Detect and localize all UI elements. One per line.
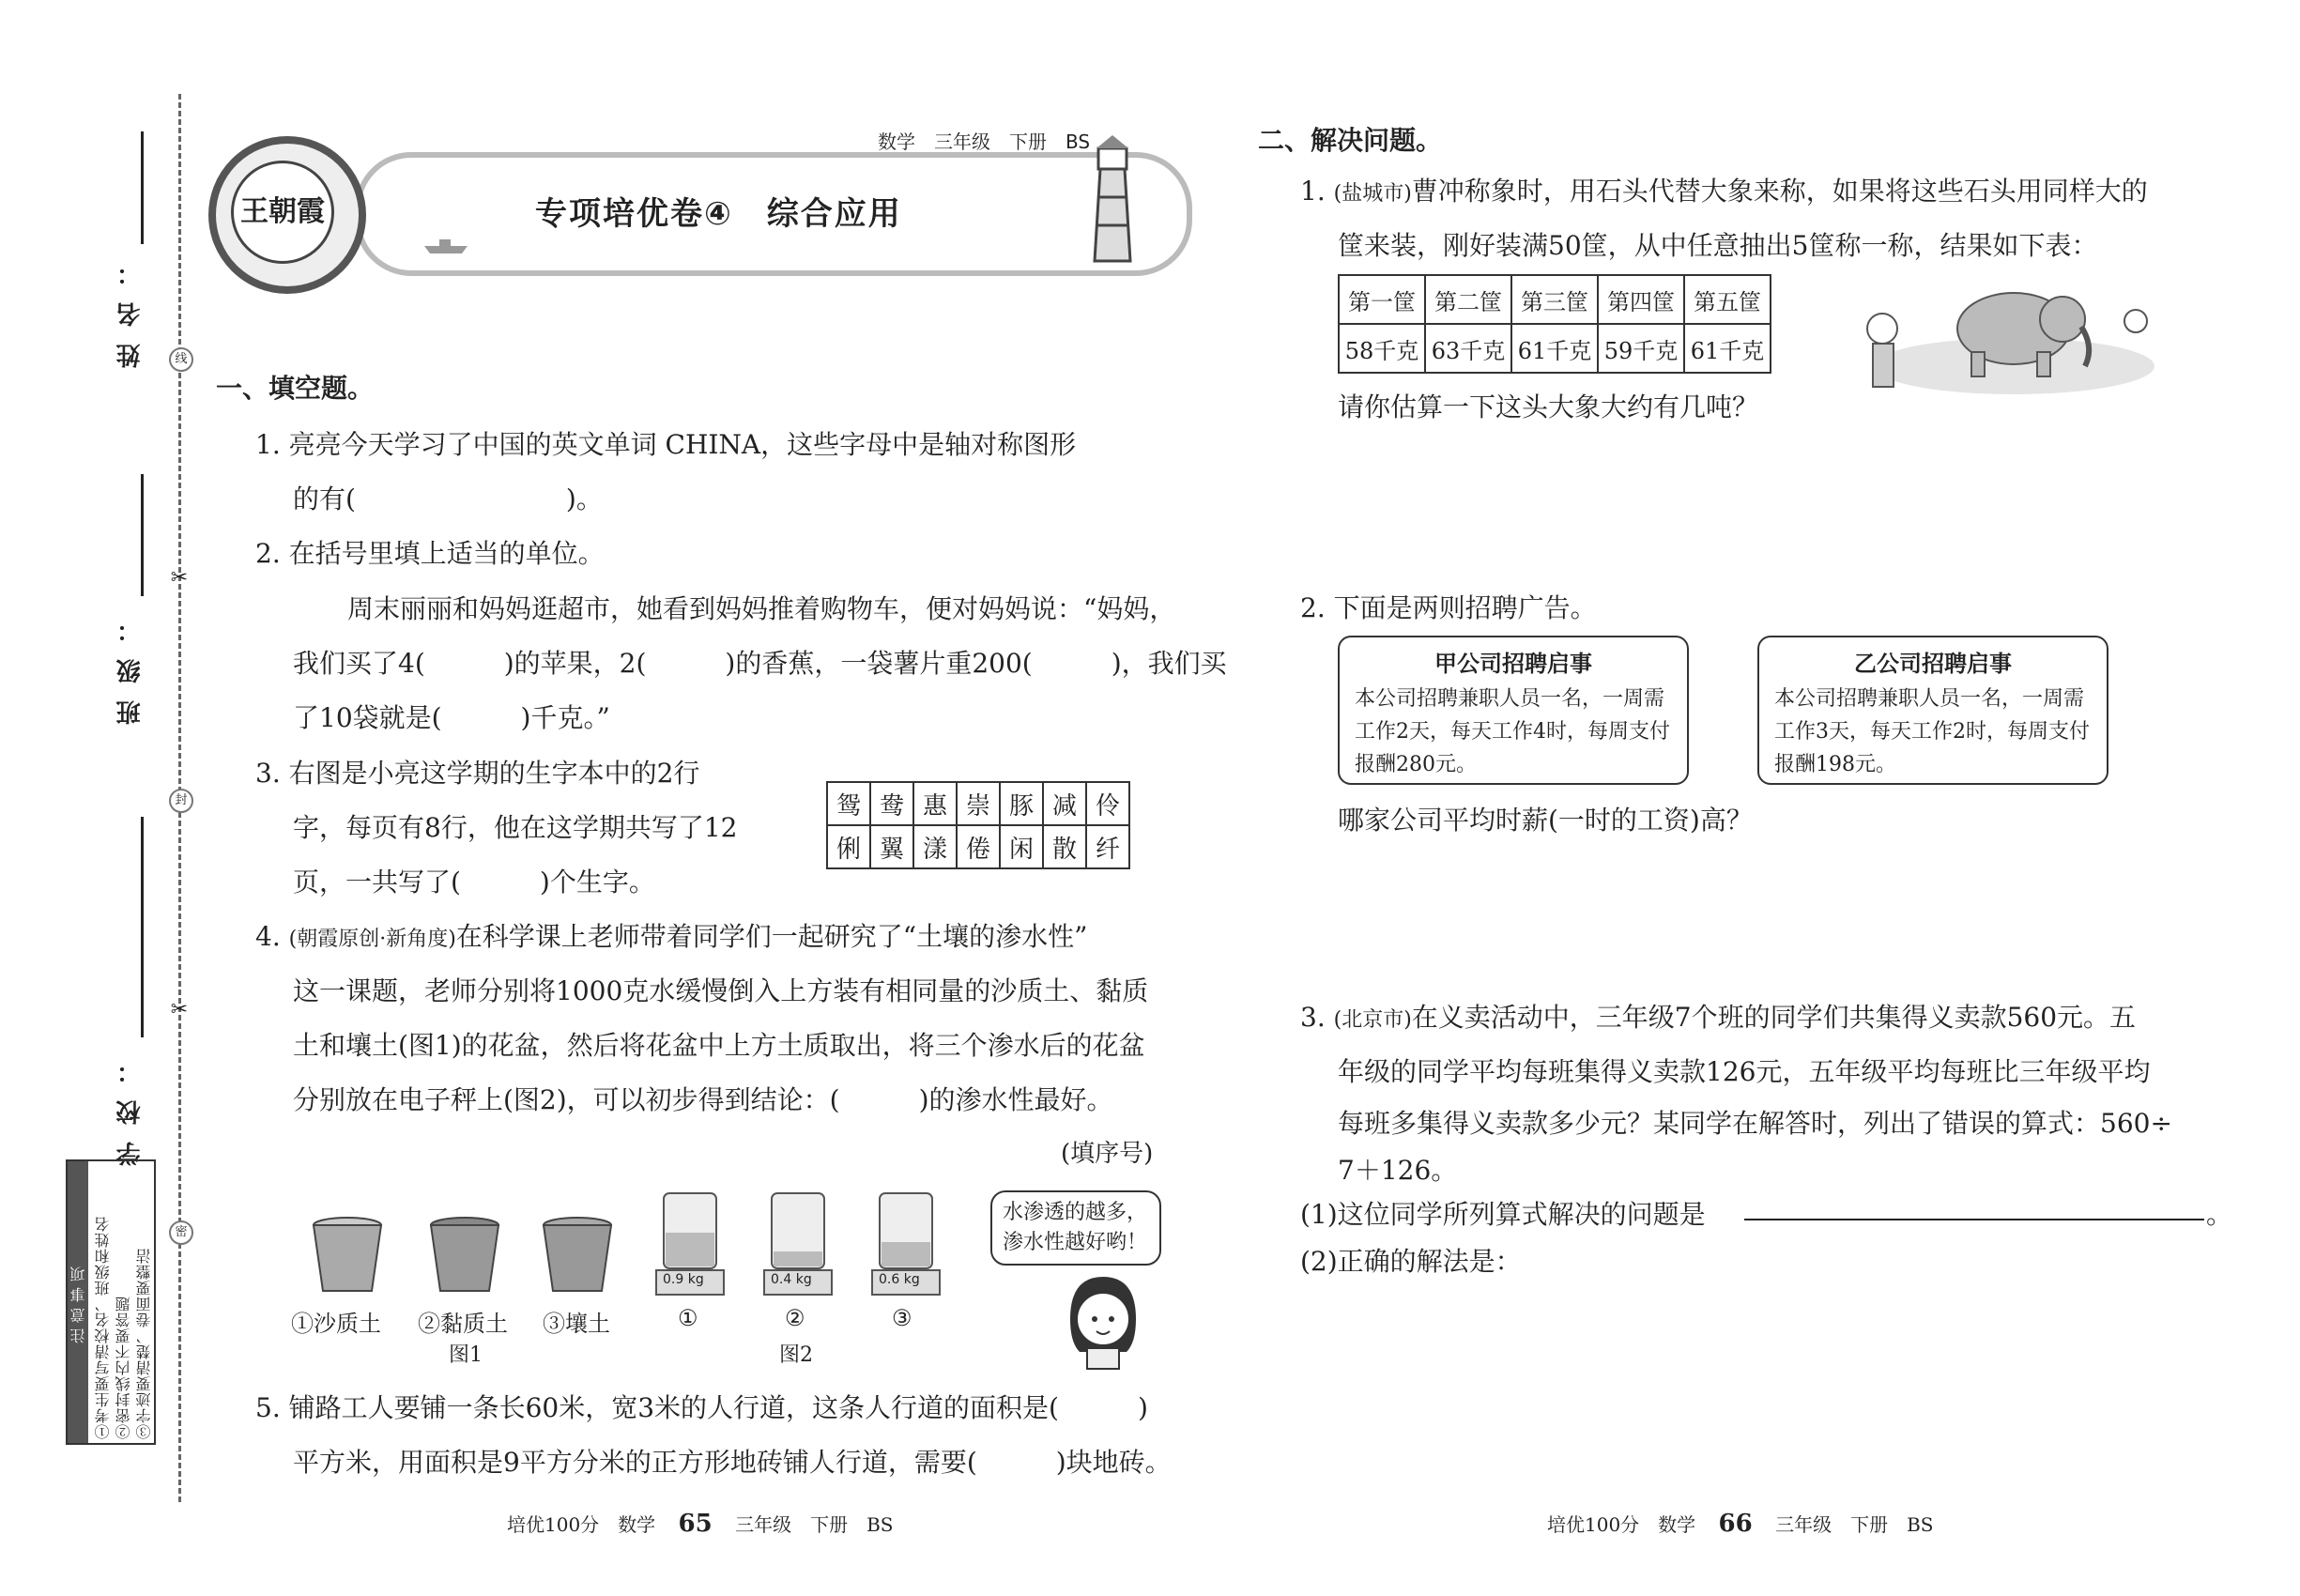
notice-item-1: ①考生要写清校名、班级和姓名 — [94, 1216, 112, 1439]
seal-mark-2: ✂ — [170, 566, 189, 590]
footer-right — [1547, 1510, 1934, 1538]
part1-title: 一、填空题。 — [216, 373, 375, 404]
q2-line2: 周末丽丽和妈妈逛超市，她看到妈妈推着购物车，便对妈妈说：“妈妈， — [347, 593, 1176, 624]
q4-line2: 这一课题，老师分别将1000克水缓慢倒入上方装有相同量的沙质土、黏质 — [293, 975, 1149, 1006]
ship-icon — [422, 237, 469, 255]
table-cell: 59千克 — [1598, 324, 1684, 373]
q4-line4: 分别放在电子秤上(图2)，可以初步得到结论：( )的渗水性最好。 — [293, 1084, 1113, 1115]
char-cell: 鸯 — [870, 782, 913, 825]
p2-q1-number: 1. — [1300, 176, 1334, 207]
class-label: 班级： — [116, 601, 145, 725]
pot-sandy-icon — [314, 1218, 381, 1291]
fig1-caption: 图1 — [449, 1343, 483, 1367]
char-cell: 豚 — [1000, 782, 1043, 825]
brand-logo — [208, 136, 366, 294]
table-header: 第五筐 — [1684, 275, 1771, 324]
seal-mark-4: ✂ — [170, 998, 189, 1021]
name-field[interactable] — [141, 131, 144, 244]
page-title: 专项培优卷④ 综合应用 — [535, 195, 902, 233]
fig2-label-2: ② — [785, 1305, 805, 1331]
fig1-label-2: ②黏质土 — [418, 1311, 508, 1337]
q3-line1: 3. 右图是小亮这学期的生字本中的2行 — [255, 758, 700, 789]
page-number-left: 65 — [678, 1510, 713, 1538]
ad-b-body: 本公司招聘兼职人员一名，一周需工作3天，每天工作2时，每周支付报酬198元。 — [1774, 687, 2090, 776]
table-header: 第一筐 — [1339, 275, 1425, 324]
q4-line3: 土和壤土(图1)的花盆，然后将花盆中上方土质取出，将三个渗水后的花盆 — [293, 1030, 1145, 1061]
header-subject-line: 数学 三年级 下册 BS — [878, 130, 1091, 153]
footer-left — [507, 1510, 894, 1538]
q3-line3: 页，一共写了( )个生字。 — [293, 867, 655, 898]
p2-q1-text: 曹冲称象时，用石头代替大象来称，如果将这些石头用同样大的 — [1411, 176, 2148, 207]
table-cell: 61千克 — [1684, 324, 1771, 373]
char-cell: 闲 — [1000, 825, 1043, 868]
notice-box — [66, 1159, 156, 1445]
q4-text: 在科学课上老师带着同学们一起研究了“土壤的渗水性” — [455, 921, 1088, 952]
seal-mark-1: 线 — [169, 347, 193, 372]
ad-a-title: 甲公司招聘启事 — [1434, 651, 1592, 677]
char-cell: 鸳 — [827, 782, 870, 825]
char-cell: 减 — [1043, 782, 1086, 825]
q2-line1: 2. 在括号里填上适当的单位。 — [255, 538, 605, 569]
speech-bubble-text: 水渗透的越多，渗水性越好哟！ — [1003, 1201, 1148, 1254]
p2-q3-number: 3. — [1300, 1002, 1334, 1033]
p2-q1-source: (盐城市) — [1333, 182, 1412, 206]
q2-line3: 我们买了4( )的苹果，2( )的香蕉，一袋薯片重200( )，我们买 — [293, 648, 1227, 679]
character-grid — [826, 781, 1130, 869]
table-header: 第二筐 — [1425, 275, 1511, 324]
fig2-label-3: ③ — [892, 1305, 912, 1331]
school-field[interactable] — [141, 817, 144, 1037]
fig2-caption: 图2 — [779, 1343, 813, 1367]
ad-company-a — [1338, 636, 1689, 785]
footer-right-grade: 三年级 下册 BS — [1775, 1513, 1934, 1536]
p2-q3-answer-blank[interactable] — [1744, 1219, 2204, 1220]
table-cell: 63千克 — [1425, 324, 1511, 373]
p2-q1-question: 请你估算一下这头大象大约有几吨？ — [1338, 391, 1759, 422]
scale-reading-3: 0.6 kg — [879, 1272, 920, 1287]
char-cell: 惠 — [913, 782, 957, 825]
q3-line2: 字，每页有8行，他在这学期共写了12 — [293, 812, 738, 843]
page-number-right: 66 — [1718, 1510, 1753, 1538]
logo-text: 王朝霞 — [231, 161, 334, 264]
q5-line1: 5. 铺路工人要铺一条长60米，宽3米的人行道，这条人行道的面积是( ) — [255, 1392, 1148, 1423]
scale-reading-1: 0.9 kg — [663, 1272, 704, 1287]
q5-line2: 平方米，用面积是9平方分米的正方形地砖铺人行道，需要( )块地砖。 — [293, 1447, 1172, 1478]
notice-item-3: ③字迹要清楚、卷面要整洁 — [135, 1248, 153, 1439]
girl-illustration — [1051, 1267, 1155, 1371]
fig1-label-3: ③壤土 — [543, 1311, 610, 1337]
footer-left-grade: 三年级 下册 BS — [735, 1513, 894, 1536]
q1-line1: 1. 亮亮今天学习了中国的英文单词 CHINA，这些字母中是轴对称图形 — [255, 429, 1077, 460]
p2-q3-line4: 7＋126。 — [1338, 1155, 1458, 1186]
q1-line2: 的有( )。 — [293, 483, 603, 514]
p2-q3-text: 在义卖活动中，三年级7个班的同学们共集得义卖款560元。五 — [1411, 1002, 2137, 1033]
fig2-label-1: ① — [678, 1305, 698, 1331]
table-cell: 58千克 — [1339, 324, 1425, 373]
ad-a-body: 本公司招聘兼职人员一名，一周需工作2天，每天工作4时，每周支付报酬280元。 — [1355, 687, 1670, 776]
name-label: 姓名： — [116, 244, 145, 368]
q4-hint: (填序号) — [1061, 1140, 1154, 1168]
ad-company-b — [1757, 636, 2108, 785]
p2-q3-source: (北京市) — [1333, 1008, 1412, 1032]
q4-line1 — [255, 916, 1087, 954]
table-header: 第三筐 — [1511, 275, 1598, 324]
p2-q1-line2: 筐来装，刚好装满50筐，从中任意抽出5筐称一称，结果如下表： — [1338, 230, 2098, 261]
pot-loam-icon — [544, 1218, 611, 1291]
fig1-label-1: ①沙质土 — [291, 1311, 381, 1337]
p2-q3-sub2: (2)正确的解法是： — [1300, 1246, 1522, 1277]
char-cell: 漾 — [913, 825, 957, 868]
notice-item-2: ②密封线内不要答题 — [115, 1296, 132, 1439]
p2-q3-line3: 每班多集得义卖款多少元？某同学在解答时，列出了错误的算式：560÷ — [1338, 1108, 2172, 1139]
part2-title: 二、解决问题。 — [1258, 125, 1443, 156]
p2-q3-line2: 年级的同学平均每班集得义卖款126元，五年级平均每班比三年级平均 — [1338, 1056, 2151, 1087]
p2-q3-sub1: (1)这位同学所列算式解决的问题是 — [1300, 1199, 1706, 1230]
seal-mark-5: 密 — [169, 1220, 193, 1245]
table-cell: 61千克 — [1511, 324, 1598, 373]
p2-q2-question: 哪家公司平均时薪(一时的工资)高？ — [1338, 805, 1753, 836]
ad-b-title: 乙公司招聘启事 — [1854, 651, 2012, 677]
figure1-pots — [310, 1206, 629, 1300]
p2-q1-line1 — [1300, 171, 2148, 208]
lighthouse-icon — [1080, 131, 1145, 263]
seal-mark-3: 封 — [169, 789, 193, 813]
pot-clay-icon — [431, 1218, 498, 1291]
class-field[interactable] — [141, 474, 144, 596]
figure2-scales — [652, 1188, 962, 1305]
char-cell: 俐 — [827, 825, 870, 868]
elephant-illustration — [1854, 263, 2159, 413]
char-cell: 崇 — [957, 782, 1000, 825]
p2-q3-sub1-end: 。 — [2206, 1199, 2233, 1230]
school-label: 学校： — [116, 1042, 145, 1166]
scale-reading-2: 0.4 kg — [771, 1272, 812, 1287]
p2-q2-line1: 2. 下面是两则招聘广告。 — [1300, 592, 1597, 623]
char-cell: 伶 — [1086, 782, 1129, 825]
footer-right-text: 培优100分 数学 — [1547, 1513, 1696, 1536]
char-cell: 倦 — [957, 825, 1000, 868]
char-cell: 纤 — [1086, 825, 1129, 868]
table-header: 第四筐 — [1598, 275, 1684, 324]
char-cell: 散 — [1043, 825, 1086, 868]
basket-weight-table — [1338, 274, 1771, 374]
footer-left-text: 培优100分 数学 — [507, 1513, 656, 1536]
q4-source: (朝霞原创·新角度) — [288, 928, 456, 951]
char-cell: 翼 — [870, 825, 913, 868]
notice-title: 注意事项 — [68, 1161, 88, 1443]
q2-line4: 了10袋就是( )千克。” — [293, 702, 610, 733]
q4-number: 4. — [255, 921, 289, 952]
p2-q3-line1 — [1300, 997, 2136, 1035]
